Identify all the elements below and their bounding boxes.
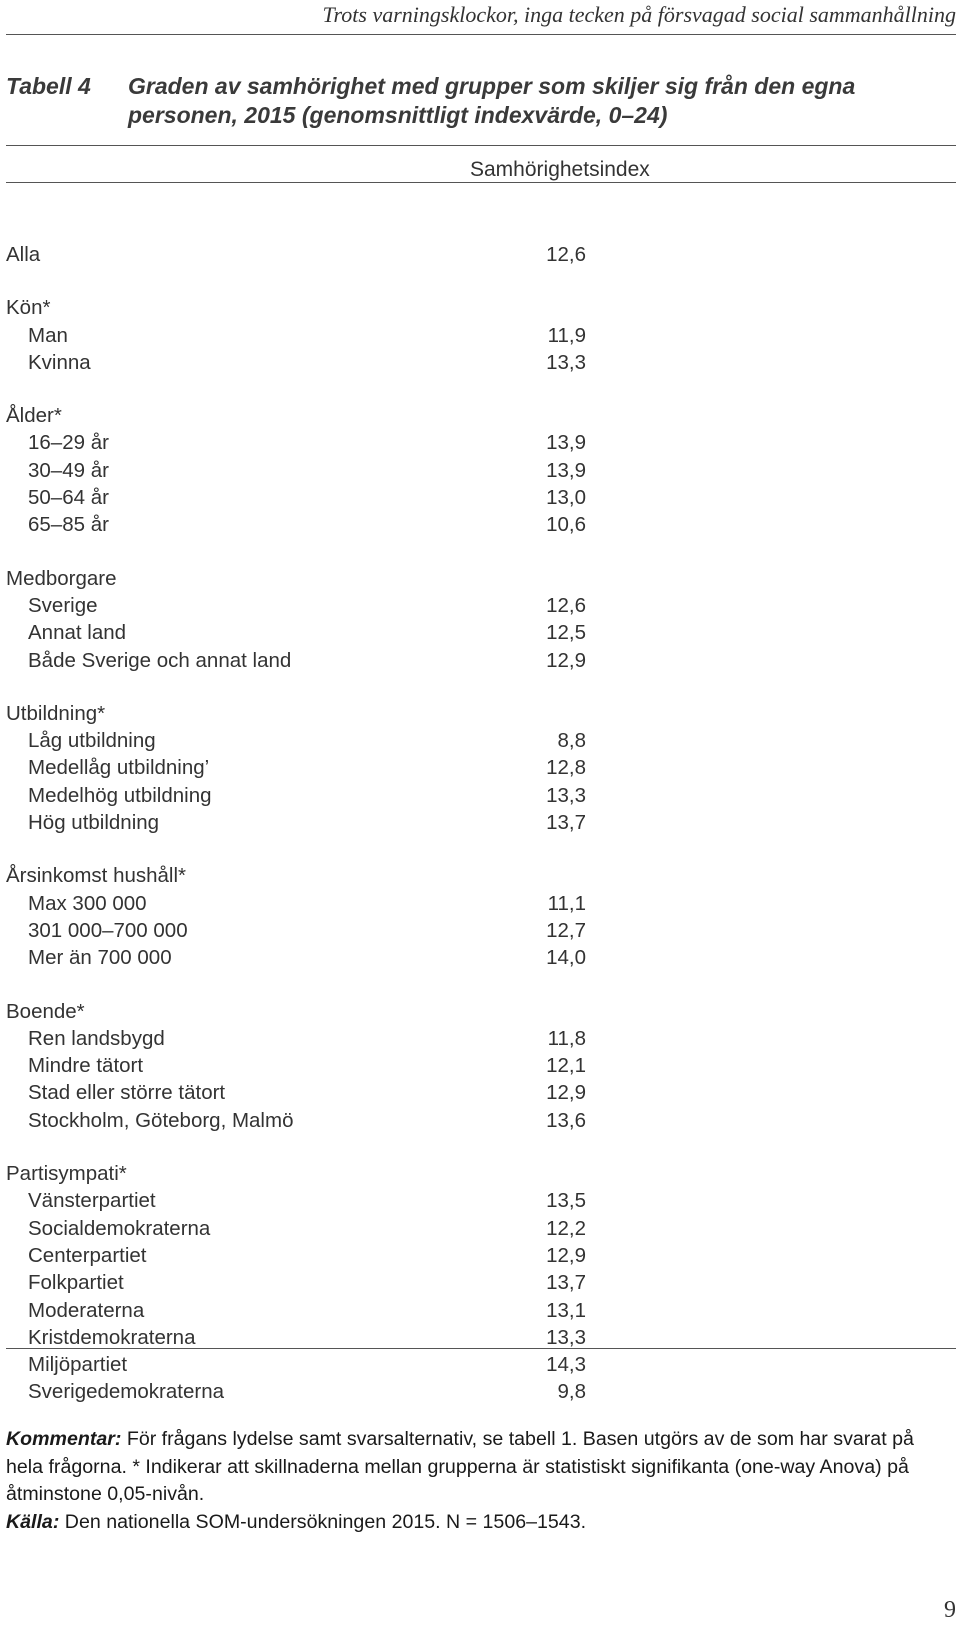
row-label: Sverige [28, 593, 98, 617]
running-head: Trots varningsklockor, inga tecken på försvagad social sammanhållning [322, 2, 956, 27]
table-row [6, 1079, 586, 1106]
group-spacer [6, 1134, 586, 1160]
row-label: Låg utbildning [28, 729, 156, 753]
row-label: Stad eller större tätort [28, 1081, 226, 1105]
table-row [6, 429, 586, 456]
table-row [6, 457, 586, 484]
row-label: Både Sverige och annat land [28, 648, 292, 672]
row-value: 8,8 [557, 729, 586, 753]
table-row [6, 1215, 586, 1242]
table-title-line-1: Graden av samhörighet med grupper som skiljer sig från den egna [128, 73, 856, 99]
table-row [6, 1107, 586, 1134]
row-value: 14,3 [546, 1353, 586, 1377]
table-row [6, 1378, 586, 1405]
group-value: 12,6 [546, 243, 586, 266]
row-label: Kvinna [28, 350, 91, 374]
row-value: 11,8 [547, 1026, 586, 1050]
comment-note [6, 1426, 956, 1509]
column-header: Samhörighetsindex [470, 158, 650, 181]
row-label: 16–29 år [28, 431, 109, 455]
table-label: Tabell 4 [6, 73, 91, 99]
row-value: 13,3 [546, 350, 586, 374]
row-label: 301 000–700 000 [28, 918, 188, 942]
group-label: Alla [6, 243, 41, 266]
page-number: 9 [944, 1597, 956, 1623]
group-label: Utbildning* [6, 701, 106, 725]
row-value: 12,2 [546, 1216, 586, 1240]
table-group-row [6, 402, 586, 429]
table-row [6, 511, 586, 538]
table-group-row [6, 998, 586, 1025]
table-group-row [6, 700, 586, 727]
table-group-row [6, 294, 586, 321]
row-label: Hög utbildning [28, 811, 160, 835]
row-label: Max 300 000 [28, 891, 147, 915]
row-label: Kristdemokraterna [28, 1325, 196, 1349]
row-value: 12,8 [546, 756, 586, 780]
row-value: 13,3 [546, 1325, 586, 1349]
row-value: 12,9 [546, 1243, 586, 1267]
table-row [6, 1025, 586, 1052]
row-value: 14,0 [546, 946, 586, 970]
table-row [6, 809, 586, 836]
row-value: 12,6 [546, 593, 586, 617]
table-row [6, 917, 586, 944]
table-row [6, 1242, 586, 1269]
table-group-row [6, 565, 586, 592]
table-row [6, 647, 586, 674]
row-value: 13,1 [546, 1298, 586, 1322]
row-label: Mindre tätort [28, 1054, 144, 1078]
table-row [6, 484, 586, 511]
row-label: Sverigedemokraterna [28, 1380, 224, 1404]
table-row [6, 1297, 586, 1324]
row-value: 13,6 [546, 1108, 586, 1132]
table-body [6, 241, 586, 1406]
group-label: Partisympati* [6, 1162, 127, 1186]
table-row [6, 349, 586, 376]
group-spacer [6, 972, 586, 998]
row-label: Mer än 700 000 [28, 946, 172, 970]
table-bottom-rule [6, 1348, 956, 1349]
comment-label: Kommentar: [6, 1428, 122, 1450]
row-value: 13,7 [546, 811, 586, 835]
row-label: Man [28, 323, 68, 347]
row-value: 13,9 [546, 458, 586, 482]
row-label: Centerpartiet [28, 1243, 147, 1267]
table-row [6, 754, 586, 781]
table-title [128, 72, 948, 130]
group-label: Boende* [6, 999, 85, 1023]
row-label: Moderaterna [28, 1298, 145, 1322]
group-spacer [6, 674, 586, 700]
row-label: Medelhög utbildning [28, 783, 212, 807]
row-value: 12,1 [546, 1054, 586, 1078]
table-row [6, 944, 586, 971]
source-text: Den nationella SOM-undersökningen 2015. N = 1506–1543. [59, 1510, 587, 1533]
row-label: Vänsterpartiet [28, 1189, 156, 1213]
table-row [6, 1351, 586, 1378]
row-value: 11,9 [547, 323, 586, 347]
group-label: Medborgare [6, 566, 117, 590]
row-value: 12,5 [546, 621, 586, 645]
group-label: Kön* [6, 296, 51, 320]
row-label: Ren landsbygd [28, 1026, 165, 1050]
row-label: Medellåg utbildning’ [28, 756, 210, 780]
group-label: Årsinkomst hushåll* [6, 864, 187, 888]
row-label: 50–64 år [28, 486, 109, 510]
table-row [6, 782, 586, 809]
table-row [6, 592, 586, 619]
row-value: 9,8 [557, 1380, 586, 1404]
row-value: 10,6 [546, 513, 586, 537]
group-spacer [6, 376, 586, 402]
table-row [6, 1052, 586, 1079]
group-spacer [6, 836, 586, 862]
row-value: 13,5 [546, 1189, 586, 1213]
table-row [6, 1269, 586, 1296]
group-spacer [6, 268, 586, 294]
group-spacer [6, 539, 586, 565]
table-top-rule [6, 145, 956, 146]
row-value: 12,9 [546, 648, 586, 672]
table-row [6, 1324, 586, 1351]
table-row [6, 890, 586, 917]
header-rule [6, 34, 956, 35]
table-title-line-2: personen, 2015 (genomsnittligt indexvärde, 0–24) [128, 102, 668, 128]
row-label: 65–85 år [28, 513, 109, 537]
table-group-row [6, 241, 586, 268]
row-label: Folkpartiet [28, 1271, 124, 1295]
row-label: Miljöpartiet [28, 1353, 128, 1377]
row-label: Socialdemokraterna [28, 1216, 211, 1240]
table-group-row [6, 1160, 586, 1187]
table-row [6, 1187, 586, 1214]
comment-text: För frågans lydelse samt svarsalternativ, se tabell 1. Basen utgörs av de som har svarat på hela frågorna. * Indikerar att skillnaderna mellan grupperna är statistiskt signifikanta (one-way Anova) på åtminstone 0,05-nivån. [6, 1428, 914, 1505]
source-note [6, 1509, 956, 1537]
table-row [6, 619, 586, 646]
row-value: 13,9 [546, 431, 586, 455]
source-label: Källa: [6, 1510, 60, 1533]
row-value: 11,1 [547, 891, 586, 915]
row-value: 13,7 [546, 1271, 586, 1295]
table-row [6, 727, 586, 754]
table-row [6, 322, 586, 349]
row-value: 12,7 [546, 918, 586, 942]
row-label: Annat land [28, 621, 127, 645]
row-label: 30–49 år [28, 458, 109, 482]
row-value: 12,9 [546, 1081, 586, 1105]
table-notes [6, 1426, 956, 1536]
column-header-rule [6, 182, 956, 183]
group-label: Ålder* [6, 404, 62, 428]
row-value: 13,0 [546, 486, 586, 510]
table-group-row [6, 862, 586, 889]
row-label: Stockholm, Göteborg, Malmö [28, 1108, 294, 1132]
row-value: 13,3 [546, 783, 586, 807]
